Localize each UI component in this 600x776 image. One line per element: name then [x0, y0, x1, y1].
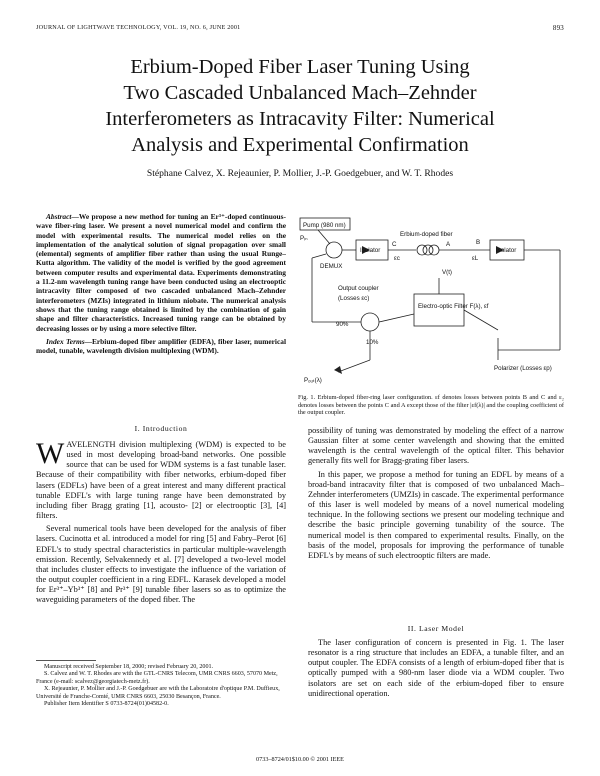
label-isolator-1: Isolator: [360, 247, 381, 254]
page-number: 893: [552, 24, 564, 32]
title-line: Erbium-Doped Fiber Laser Tuning Using: [130, 56, 470, 78]
demux-coupler: [326, 242, 342, 258]
footnote: Publisher Item Identifier S 0733-8724(01)04582-0.: [44, 701, 169, 708]
authors: Stéphane Calvez, X. Rejeaunier, P. Mollier, J.-P. Goedgebuer, and W. T. Rhodes: [146, 168, 454, 179]
index-terms-label: Index Terms—: [46, 336, 92, 346]
footnote: X. Rejeaunier, P. Mollier and J.-P. Goedgebuer are with the Laboratoire d'optique P.M. Duffieux, Université de Franche-Comté, UMR CNRS 6603, 25030 Besançon, France.: [36, 686, 280, 700]
paragraph-laser-model: The laser configuration of concern is presented in Fig. 1. The laser resonator is a ring structure that includes an EDFA, a tunable filter, and an output coupler. The EDFA consists of a length of erbium-doped fiber that is optically pumped with a 980-nm laser diode via a WDM coupler. Two isolators are set on each side of the erbium-doped fiber to ensure unidirectional operation.: [308, 638, 564, 698]
intro-paragraph-1: AVELENGTH division multiplexing (WDM) is expected to be used in most developing broad-band networks. One possible source that can be used for WDM systems is a fast tunable laser. Because of their compatibility with fiber networks, erbium-doped fiber lasers (EDFLs) have been of a great interest and many different practical tunable EDFL's with large tuning range have been demonstrated by including fiber Bragg grating [1], acousto- [2] or electrooptic [3], [4] filters.: [36, 440, 286, 521]
label-pout: Pₒᵤₜ(λ): [304, 377, 322, 384]
eo-filter-box: [414, 294, 464, 326]
section-heading-laser-model: II. Laser Model: [407, 624, 465, 633]
label-pump: Pump (980 nm): [303, 222, 346, 229]
intro-paragraph-2: Several numerical tools have been developed for the analysis of fiber lasers. Cucinotta et al. introduced a model for ring [5] and Fabry–Perot [6] EDFL's to study spectral characteristics in particular multiple-wavelength emission. Recently, Selvakennedy et al. [7] developed a two-level model that includes cluster effects to investigate the influence of the variation of the output coupler coefficient in a ring EDFL. Karasek developed a model for Er³⁺–Yb³⁺ [8] and Pr³⁺ [9] tunable fiber lasers so as to optimize the waveguiding parameters of the doped fiber. The: [36, 524, 286, 605]
footnote: Manuscript received September 18, 2000; revised February 20, 2001.: [44, 664, 214, 670]
label-90pct: 90%: [336, 321, 349, 328]
label-eo-filter: Electro-optic Filter F(λ), εf: [418, 303, 489, 310]
figure-1-caption: [298, 394, 564, 417]
label-pin: Pᵢₙ: [300, 235, 308, 242]
paragraph-continuation: possibility of tuning was demonstrated by modeling the effect of a narrow Gaussian filter at some center wavelength and showing that the emitted wavelength is the central wavelength of the optical filter. This behavior generally fits well for Bragg-grating fiber lasers.: [308, 426, 564, 466]
introduction-text: [36, 437, 286, 606]
footnote: S. Calvez and W. T. Rhodes are with the GTL-CNRS Telecom, UMR CNRS 6603, 57070 Metz, France (e-mail: scalvez@georgiatech-metz.fr).: [36, 671, 278, 685]
right-column-text: [308, 426, 564, 561]
label-10pct: 10%: [366, 339, 379, 346]
laser-model-text: [308, 638, 564, 699]
label-point-c: C: [392, 241, 397, 248]
copyright-footer: 0733–8724/01$10.00 © 2001 IEEE: [256, 756, 344, 763]
index-terms-text: Erbium-doped fiber amplifier (EDFA), fiber laser, numerical model, tunable, wavelength division multiplexing (WDM).: [36, 336, 286, 356]
title-line: Two Cascaded Unbalanced Mach–Zehnder: [123, 82, 477, 104]
label-point-b: B: [476, 239, 481, 246]
label-demux: DEMUX: [320, 263, 343, 270]
label-edf: Erbium-doped fiber: [400, 231, 453, 238]
abstract-label: Abstract—: [46, 212, 79, 221]
dropcap: W: [36, 437, 65, 470]
label-polarizer: Polarizer (Losses εp): [494, 365, 552, 372]
paragraph-proposal: In this paper, we propose a method for tuning an EDFL by means of a broad-band intracavity filter that is composed of two unbalanced Mach–Zehnder interferometers (UMZIs) in cascade. The experimental performance of this laser is well modeled by means of a novel numerical modeling technique. In the following sections we present our modeling technique and describe the basic principle governing tunability of the source. The numerical model is then compared to experimental results. Finally, on the basis of the model, proposals for improving the performance of tunable EDFL's by means of such electrooptic filters are made.: [308, 469, 564, 560]
output-coupler: [361, 313, 379, 331]
label-eps-c: εc: [394, 255, 400, 262]
abstract-text: We propose a new method for tuning an Er³⁺-doped continuous-wave fiber-ring laser. We present a novel numerical model and confirm the model with experimental results. The numerical model relies on the implementation of the analytical solution of signal propagation over small (elemental) segments of amplifier fiber rather than using the usual Runge–Kutta algorithm. The validity of the model is verified by the good agreement between computer results and experimental data. Experiments demonstrating a 11.2-nm wavelength tuning range have been conducted using an electrooptic intracavity filter composed of two cascaded unbalanced Mach–Zehnder interferometers (MZIs) integrated in lithium niobate. The numerical analysis shows that the tuning range obtained is limited by the combination of gain shape and filter characteristics. Increased tuning range can be obtained by decreasing losses or by using a more selective filter.: [36, 212, 286, 333]
caption-label: Fig. 1.: [298, 394, 316, 401]
label-output-coupler: Output coupler: [338, 285, 379, 292]
abstract: [36, 212, 286, 355]
label-vt: V(t): [442, 269, 452, 276]
footnotes: [36, 664, 286, 708]
label-losses: (Losses εc): [338, 295, 370, 302]
title-line: Interferometers as Intracavity Filter: Numerical: [105, 108, 495, 130]
journal-header: JOURNAL OF LIGHTWAVE TECHNOLOGY, VOL. 19, NO. 6, JUNE 2001: [36, 24, 241, 31]
section-heading-introduction: I. Introduction: [134, 424, 188, 433]
footnote-rule: [36, 660, 96, 661]
title-line: Analysis and Experimental Confirmation: [131, 134, 469, 156]
paper-title: [40, 54, 560, 158]
label-point-a: A: [446, 241, 451, 248]
label-isolator-2: Isolator: [496, 247, 517, 254]
label-eps-l: εL: [472, 255, 479, 262]
figure-1-diagram: [298, 210, 568, 386]
caption-text: Erbium-doped fiber-ring laser configuration. εf denotes losses between points B and C and ε₂ denotes losses between the points C and A except those of the filter |εf(λ)| and the coupling coefficient of the output coupler.: [298, 394, 564, 417]
